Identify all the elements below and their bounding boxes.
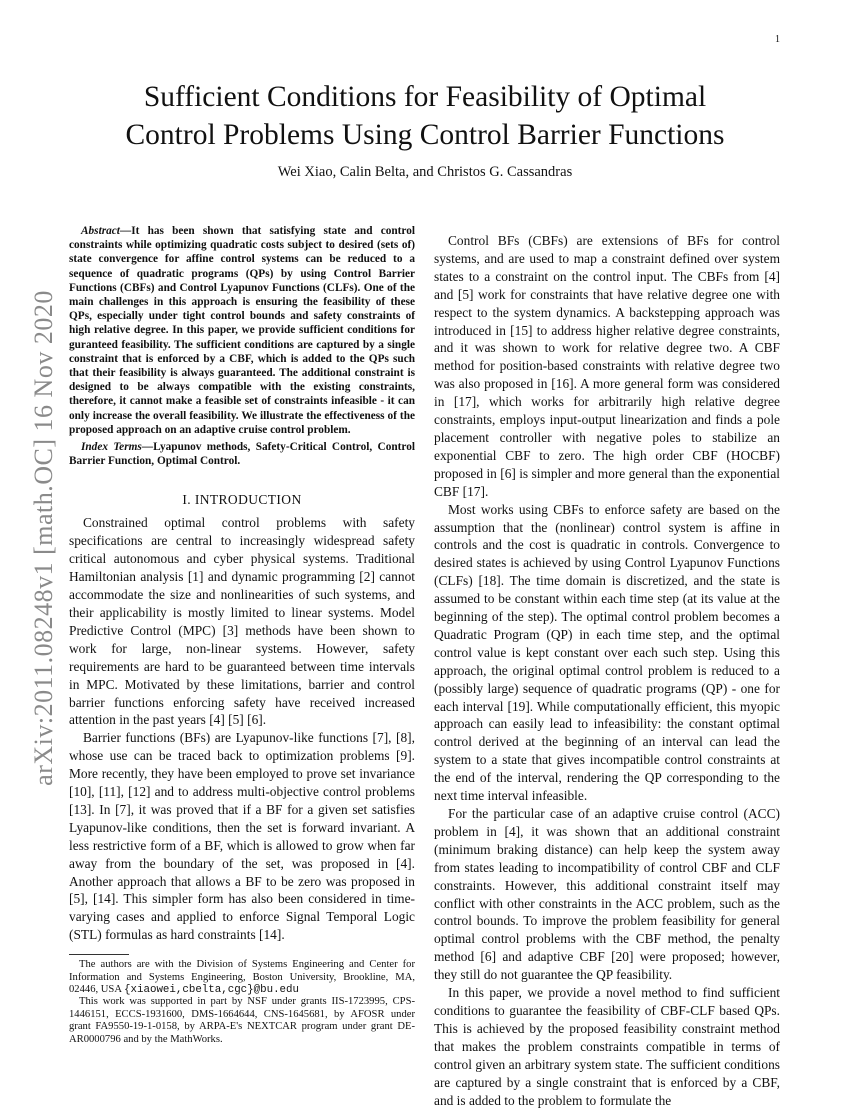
intro-paragraph-1: Constrained optimal control problems with safety specifications are central to increasingly widespread safety critical autonomous and cyber physical systems. Traditional Hamiltonian analysis [1] and dynamic programming [2] cannot accommodate the size and nonlinearities of such systems, and their applicability is mostly limited to linear systems. Model Predictive Control (MPC) [3] methods have been shown to work for large, non-linear systems. However, safety requirements are hard to be guaranteed between time intervals in MPC. Motivated by these limitations, barrier and control barrier functions enforcing safety have received increased attention in the past years [4] [5] [6]. <box>69 515 415 728</box>
footnote-affiliation <box>69 959 415 996</box>
intro-paragraph-5: For the particular case of an adaptive cruise control (ACC) problem in [4], it was shown that an additional constraint (minimum braking distance) can help keep the system away from states leading to incompatibility of control CBF and CLF constraints. However, this additional constraint itself may conflict with other constraints in the ACC problem, such as the control bounds. To improve the problem feasibility for general optimal control problems with the CBF method, the penalty method [6] and adaptive CBF [20] were proposed; however, they still do not guarantee the QP feasibility. <box>434 806 780 983</box>
left-column <box>69 224 415 1046</box>
abstract-text: —It has been shown that satisfying state and control constraints while optimizing quadratic costs subject to desired (sets of) state convergence for affine control systems can be reduced to a sequence of quadratic programs (QPs) by using Control Barrier Functions (CBFs) and Control Lyapunov Functions (CLFs). One of the main challenges in this approach is ensuring the feasibility of these QPs, especially under tight control bounds and safety constraints of high relative degree. In this paper, we provide sufficient conditions for guranteed feasibility. The sufficient conditions are captured by a single constraint that is enforced by a CBF, which is added to the QPs such that their feasibility is always guaranteed. The additional constraint is designed to be always compatible with the existing constraints, therefore, it cannot make a feasible set of constraints infeasible - it can only increase the overall feasibility. We illustrate the effectiveness of the proposed approach on an adaptive cruise control problem. <box>69 225 415 436</box>
index-terms-label: Index Terms <box>81 441 142 454</box>
footnote-affiliation-text: The authors are with the Division of Systems Engineering and Center for Information and Systems Engineering, Boston University, Brookline, MA, 02446, USA <box>69 959 415 996</box>
paper-title <box>0 78 850 154</box>
abstract-label: Abstract <box>81 225 120 237</box>
arxiv-identifier-stamp <box>22 258 66 818</box>
page-number: 1 <box>775 34 780 45</box>
abstract <box>69 224 415 437</box>
intro-paragraph-6: In this paper, we provide a novel method to find sufficient conditions to guarantee the feasibility of CBF-CLF based QPs. This is achieved by the proposed feasibility constraint method that makes the problem constraints compatible in terms of control given an arbitrary system state. The sufficient conditions are captured by a single constraint that is enforced by a CBF, and is added to the problem to formulate the <box>434 985 780 1108</box>
intro-paragraph-4: Most works using CBFs to enforce safety are based on the assumption that the (nonlinear) control system is affine in controls and the cost is quadratic in controls. Convergence to desired states is achieved by using Control Lyapunov Functions (CLFs) [18]. The time domain is discretized, and the state is assumed to be constant within each time step (at its value at the beginning of the step). The optimal control problem becomes a Quadratic Program (QP) in each time step, and the optimal control value is kept constant over each such step. Using this approach, the original optimal control problem is reduced to a (possibly large) sequence of quadratic programs (QP) - one for each interval [19]. While computationally efficient, this myopic approach can easily lead to infeasibility: the constant optimal control derived at the beginning of an interval can lead the system to a state that gives incompatible control constraints at the end of the interval, rendering the QP corresponding to the next time interval infeasible. <box>434 501 780 804</box>
footnote-emails: {xiaowei,cbelta,cgc}@bu.edu <box>124 984 299 997</box>
paper-authors: Wei Xiao, Calin Belta, and Christos G. Cassandras <box>277 164 573 180</box>
intro-paragraph-2: Barrier functions (BFs) are Lyapunov-like functions [7], [8], whose use can be traced back to optimization problems [9]. More recently, they have been employed to prove set invariance [10], [11], [12] and to address multi-objective control problems [13]. In [7], it was proved that if a BF for a given set satisfies Lyapunov-like conditions, then the set is forward invariant. A less restrictive form of a BF, which is allowed to grow when far away from the boundary of the set, was proposed in [4]. Another approach that allows a BF to be zero was proposed in [5], [14]. This simpler form has also been considered in time-varying cases and applied to enforce Signal Temporal Logic (STL) formulas as hard constraints [14]. <box>69 730 415 943</box>
footnote-funding: This work was supported in part by NSF under grants IIS-1723995, CPS-1446151, ECCS-1931600, DMS-1664644, CNS-1645681, by AFOSR under grant FA9550-19-1-0158, by ARPA-E's NEXTCAR program under grant DE-AR0000796 and by the MathWorks. <box>69 996 415 1045</box>
paper-title-line-2: Control Problems Using Control Barrier Functions <box>125 119 725 151</box>
paper-title-line-1: Sufficient Conditions for Feasibility of Optimal <box>143 81 707 113</box>
section-heading-introduction: I. INTRODUCTION <box>182 492 302 508</box>
footnote-divider <box>69 954 129 955</box>
right-column <box>434 232 780 1109</box>
index-terms <box>69 440 415 468</box>
index-terms-text: —Lyapunov methods, Safety-Critical Control, Control Barrier Function, Optimal Control. <box>69 441 415 468</box>
arxiv-identifier-text: arXiv:2011.08248v1 [math.OC] 16 Nov 2020 <box>29 290 58 786</box>
intro-paragraph-3: Control BFs (CBFs) are extensions of BFs for control systems, and are used to map a constraint defined over system states to a constraint on the control input. The CBFs from [4] and [5] work for constraints that have relative degree one with respect to the system dynamics. A backstepping approach was introduced in [15] to address higher relative degree constraints, and it was shown to work for relative degree two. A CBF method for position-based constraints with relative degree two was also proposed in [16]. A more general form was considered in [17], which works for arbitrarily high relative degree constraints, employs input-output linearization and finds a pole placement controller with negative poles to stabilize an exponential CBF to zero. The high order CBF (HOCBF) proposed in [6] is simpler and more general than the exponential CBF [17]. <box>434 233 780 499</box>
